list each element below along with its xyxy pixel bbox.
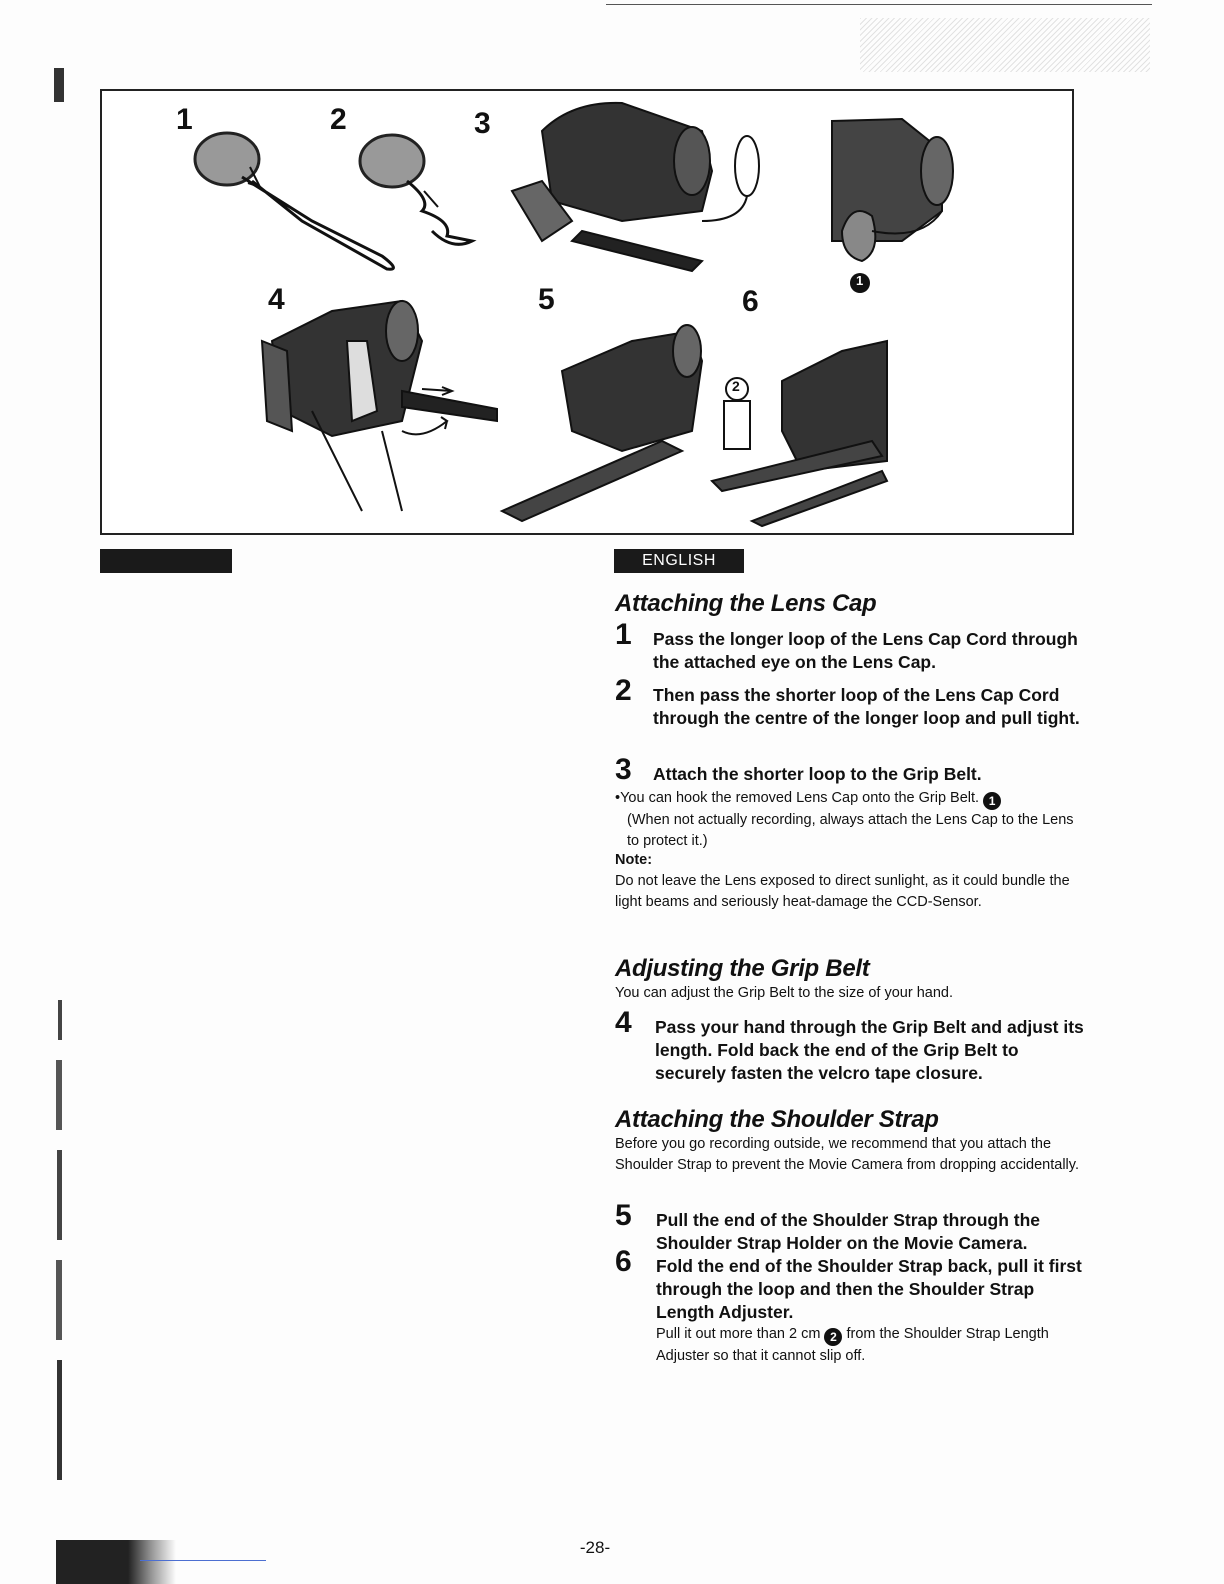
grip-belt-step-4 xyxy=(615,1006,1085,1085)
step-text: Pass your hand through the Grip Belt and adjust its length. Fold back the end of the Grip Belt to securely fasten the velcro tape closure. xyxy=(655,1017,1084,1083)
lens-cap-2-drawing xyxy=(360,135,472,244)
illustration-drawing xyxy=(102,91,1072,533)
binding-edge-marks xyxy=(52,1000,68,1480)
top-rule xyxy=(606,4,1152,5)
step-number: 2 xyxy=(615,674,632,707)
lens-cap-step-3 xyxy=(615,753,1085,786)
camera-3-drawing xyxy=(512,103,759,271)
camera-strap-6-drawing xyxy=(712,341,887,526)
shoulder-strap-subnote xyxy=(656,1324,1076,1367)
lens-cap-step-1 xyxy=(615,618,1085,674)
step-text: Fold the end of the Shoulder Strap back, pull it first through the loop and then the Shoulder Strap Length Adjuster. xyxy=(656,1256,1082,1322)
figure-number-4: 4 xyxy=(268,283,285,316)
camera-strap-5-drawing xyxy=(502,325,702,521)
bottom-rule xyxy=(140,1560,266,1561)
callout-2-label: 2 xyxy=(732,378,740,394)
step-number: 1 xyxy=(615,618,632,651)
note-label: Note: xyxy=(615,852,653,868)
step-number: 3 xyxy=(615,753,632,786)
step-text: Attach the shorter loop to the Grip Belt. xyxy=(653,764,982,784)
callout-1-label: 1 xyxy=(856,273,864,288)
subnote-text-a: Pull it out more than 2 cm xyxy=(656,1326,821,1342)
grip-belt-intro: You can adjust the Grip Belt to the size of your hand. xyxy=(615,985,954,1001)
scan-speckle xyxy=(860,18,1150,72)
note-text: Do not leave the Lens exposed to direct sunlight, as it could bundle the light beams and seriously heat-damage the CCD-Sensor. xyxy=(615,873,1070,910)
shoulder-strap-step-6 xyxy=(615,1245,1085,1324)
page-number: -28- xyxy=(579,1538,611,1557)
camera-hand-4-drawing xyxy=(262,301,497,511)
bullet-continuation: (When not actually recording, always attach the Lens Cap to the Lens to protect it.) xyxy=(627,812,1074,849)
subnote-text-b: from the Shoulder Strap Length Adjuster so that it cannot slip off. xyxy=(656,1326,1049,1364)
step-number: 5 xyxy=(615,1199,632,1232)
lens-cap-title: Attaching the Lens Cap xyxy=(615,590,877,617)
language-tab: ENGLISH xyxy=(614,549,744,573)
step-number: 4 xyxy=(615,1006,632,1039)
shoulder-strap-title: Attaching the Shoulder Strap xyxy=(615,1106,939,1133)
figure-number-3: 3 xyxy=(474,107,491,140)
lens-cap-section xyxy=(615,590,1085,618)
figure-number-2: 2 xyxy=(330,103,347,136)
margin-mark xyxy=(54,68,64,102)
illustration-figure xyxy=(100,89,1074,535)
lens-cap-step-2 xyxy=(615,674,1085,730)
grip-belt-section xyxy=(615,955,1085,1004)
figure-number-5: 5 xyxy=(538,283,555,316)
camera-closeup-drawing xyxy=(832,119,953,261)
shoulder-strap-section xyxy=(615,1106,1085,1176)
language-bar-other xyxy=(100,549,232,573)
bullet-text: •You can hook the removed Lens Cap onto the Grip Belt. xyxy=(615,790,980,806)
grip-belt-title: Adjusting the Grip Belt xyxy=(615,955,870,982)
step-number: 6 xyxy=(615,1245,632,1278)
figure-number-6: 6 xyxy=(742,285,759,318)
shoulder-strap-step-5 xyxy=(615,1199,1085,1255)
step-text: Pass the longer loop of the Lens Cap Cord through the attached eye on the Lens Cap. xyxy=(653,629,1078,672)
lens-cap-bullet xyxy=(615,788,1085,852)
callout-2-icon: 2 xyxy=(824,1328,842,1346)
callout-1-icon: 1 xyxy=(983,792,1001,810)
note-block xyxy=(615,850,1085,913)
shoulder-strap-intro: Before you go recording outside, we recommend that you attach the Shoulder Strap to prevent the Movie Camera from dropping accidentally. xyxy=(615,1136,1079,1173)
step-text: Then pass the shorter loop of the Lens Cap Cord through the centre of the longer loop and pull tight. xyxy=(653,685,1080,728)
step-text: Pull the end of the Shoulder Strap through the Shoulder Strap Holder on the Movie Camera. xyxy=(656,1210,1041,1253)
figure-number-1: 1 xyxy=(176,103,193,136)
